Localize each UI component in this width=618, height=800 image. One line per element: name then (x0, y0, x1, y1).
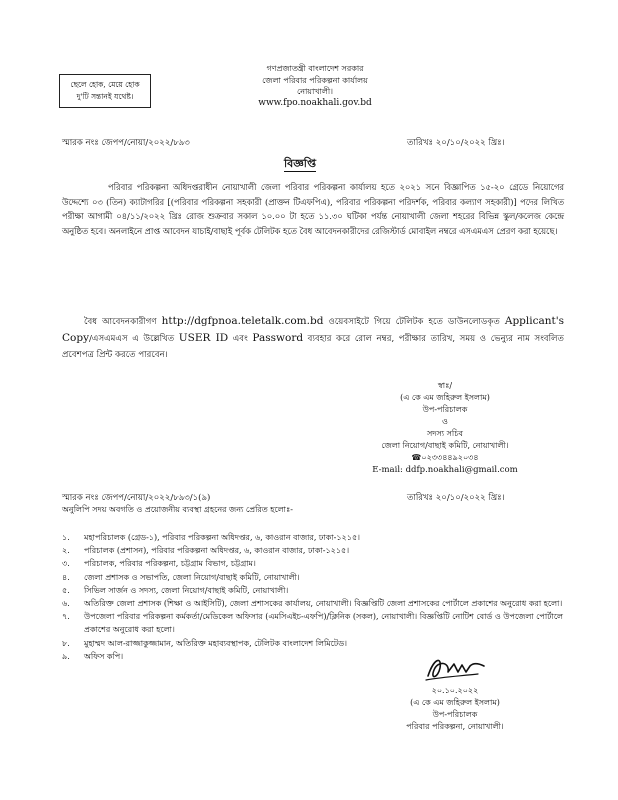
memo-number: স্মারক নংঃ জেপপ/নোয়া/২০২২/৮৯৩ (62, 138, 190, 148)
slogan-box (59, 74, 151, 108)
distribution-item: ১. মহাপরিচালক (গ্রেড-১), পরিবার পরিকল্পনা অধিদপ্তর, ৬, কাওরান বাজার, ঢাকা-১২১৫। (62, 533, 361, 542)
sign-mark: স্বাঃ/ (437, 381, 453, 390)
signatory2-date: ২০.১০.২০২২ (431, 686, 479, 695)
password-label: Password (252, 332, 304, 344)
signatory-secretary: সদস্য সচিব (427, 429, 463, 438)
para2-text-e: ব্যবহার করে রোল নম্বর, পরীক্ষার তারিখ, সময় ও ভেন্যুর নাম সংবলিত প্রবেশপত্র প্রিন্ট করতে পারবেন। (62, 334, 564, 360)
distribution-heading: অনুলিপি সদয় অবগতি ও প্রয়োজনীয় ব্যবস্থা গ্রহনের জন্য প্রেরিত হলোঃ- (62, 505, 293, 514)
distribution-item: ৫. সিভিল সার্জন ও সদস্য, জেলা নিয়োগ/বাছাই কমিটি, নোয়াখালী। (62, 585, 289, 595)
header-line-1: গণপ্রজাতন্ত্রী বাংলাদেশ সরকার (266, 64, 364, 73)
signatory-name: (এ কে এম জহিরুল ইসলাম) (400, 393, 490, 402)
header-line-3: নোয়াখালী। (296, 87, 334, 96)
signatory-and: ও (442, 417, 448, 426)
notice-paragraph-2 (62, 313, 564, 363)
applicant-copy-label: Applicant's Copy (62, 315, 564, 344)
distribution-item: ৬. অতিরিক্ত জেলা প্রশাসক (শিক্ষা ও আইসিটি), জেলা প্রশাসকের কার্যালয়, নোয়াখালী। বিজ্ঞপ্তিটি জেলা প্রশাসকের পোর্টালে প্রকাশের অনুরোধ করা হলো। (62, 599, 563, 609)
memo2-date: তারিখঃ ২০/১০/২০২২ খ্রিঃ। (407, 493, 505, 503)
user-id-label: USER ID (178, 332, 229, 344)
para2-text-c: /এসএমএস এ উল্লেখিত (89, 334, 179, 344)
slogan-line-1: ছেলে হোক, মেয়ে হোক (70, 80, 140, 89)
signatory2-designation: উপ-পরিচালক (432, 710, 478, 719)
slogan-line-2: দু'টি সন্তানই যথেষ্ট। (76, 92, 134, 101)
signatory-committee: জেলা নিয়োগ/বাছাই কমিটি, নোয়াখালী। (381, 441, 509, 450)
notice-title: বিজ্ঞপ্তি (284, 157, 316, 170)
signatory-phone: ☎০২৩৩৪৪৯২০৩৪ (411, 453, 479, 462)
signatory-designation: উপ-পরিচালক (422, 405, 468, 414)
memo-date: তারিখঃ ২০/১০/২০২২ খ্রিঃ। (407, 138, 505, 148)
signatory2-name: (এ কে এম জহিরুল ইসলাম) (410, 698, 500, 707)
signatory2-office: পরিবার পরিকল্পনা, নোয়াখালী। (406, 722, 504, 731)
distribution-item: ৪. জেলা প্রশাসক ও সভাপতি, জেলা নিয়োগ/বাছাই কমিটি, নোয়াখালী। (62, 572, 300, 582)
signatory-email: E-mail: ddfp.noakhali@gmail.com (372, 465, 518, 475)
notice-paragraph-1: পরিবার পরিকল্পনা অধিদপ্তরাধীন নোয়াখালী জেলা পরিবার পরিকল্পনা কার্যালয় হতে ২০২১ সনে বিজ্ঞাপিত ১৫-২০ গ্রেডে নিয়োগের উদ্দেশ্যে ০৩ (তিন) ক্যাটাগরির [(পরিবার পরিকল্পনা সহকারী (প্রাক্তন টিএফপিএ), পরিবার পরিকল্পনা পরিদর্শক, পরিবার কল্যাণ সহকারী)] পদের লিখিত পরীক্ষা আগামী ০৪/১১/২০২২ খ্রিঃ রোজ শুক্রবার সকাল ১০.০০ টা হতে ১১.৩০ ঘটিকা পর্যন্ত নোয়াখালী জেলা শহরের বিভিন্ন স্কুল/কলেজ কেন্দ্রে অনুষ্ঠিত হবে। অনলাইনে প্রাপ্ত আবেদন যাচাই/বাছাই পূর্বক টেলিটক হতে বৈধ আবেদনকারীদের রেজিস্টার্ড মোবাইল নম্বরে এসএমএস প্রেরণ করা হয়েছে। (62, 182, 564, 236)
header-website: www.fpo.noakhali.gov.bd (258, 97, 372, 108)
para2-text-d: এবং (228, 334, 253, 344)
distribution-item: ৮. মুহাম্মদ আল-রাজ্জাকুজ্জামান, অতিরিক্ত মহাব্যবস্থাপক, টেলিটক বাংলাদেশ লিমিটেড। (62, 638, 348, 648)
distribution-list (62, 531, 572, 663)
para2-text-b: ওয়েবসাইটে গিয়ে টেলিটক হতে ডাউনলোডকৃত (323, 317, 505, 327)
distribution-item: ৯. অফিস কপি। (62, 651, 124, 661)
memo2-number: স্মারক নংঃ জেপপ/নোয়া/২০২২/৮৯৩/১(৯) (62, 493, 211, 503)
distribution-item: ৭. উপজেলা পরিবার পরিকল্পনা কর্মকর্তা/মেডিকেল অফিসার (এমসিএইচ-এফপি)/ক্লিনিক (সকল), নোয়াখালী। বিজ্ঞপ্তিটি নোটিশ বোর্ড ও উপজেলা পোর্টালে প্রকাশের অনুরোধ করা হলো। (62, 612, 563, 635)
signatory-block-2 (375, 685, 535, 733)
distribution-item: ৩. পরিচালক, পরিবার পরিকল্পনা, চট্টগ্রাম বিভাগ, চট্টগ্রাম। (62, 559, 256, 569)
para2-text-a: বৈধ আবেদনকারীগণ (84, 317, 162, 327)
letterhead (170, 63, 460, 109)
portal-url: http://dgfpnoa.teletalk.com.bd (161, 315, 324, 327)
distribution-item: ২. পরিচালক (প্রশাসন), পরিবার পরিকল্পনা অধিদপ্তর, ৬, কাওরান বাজার, ঢাকা-১২১৫। (62, 546, 350, 556)
signatory-block-1 (365, 380, 525, 476)
handwritten-signature (420, 650, 490, 686)
header-line-2: জেলা পরিবার পরিকল্পনা কার্যালয় (262, 75, 368, 85)
